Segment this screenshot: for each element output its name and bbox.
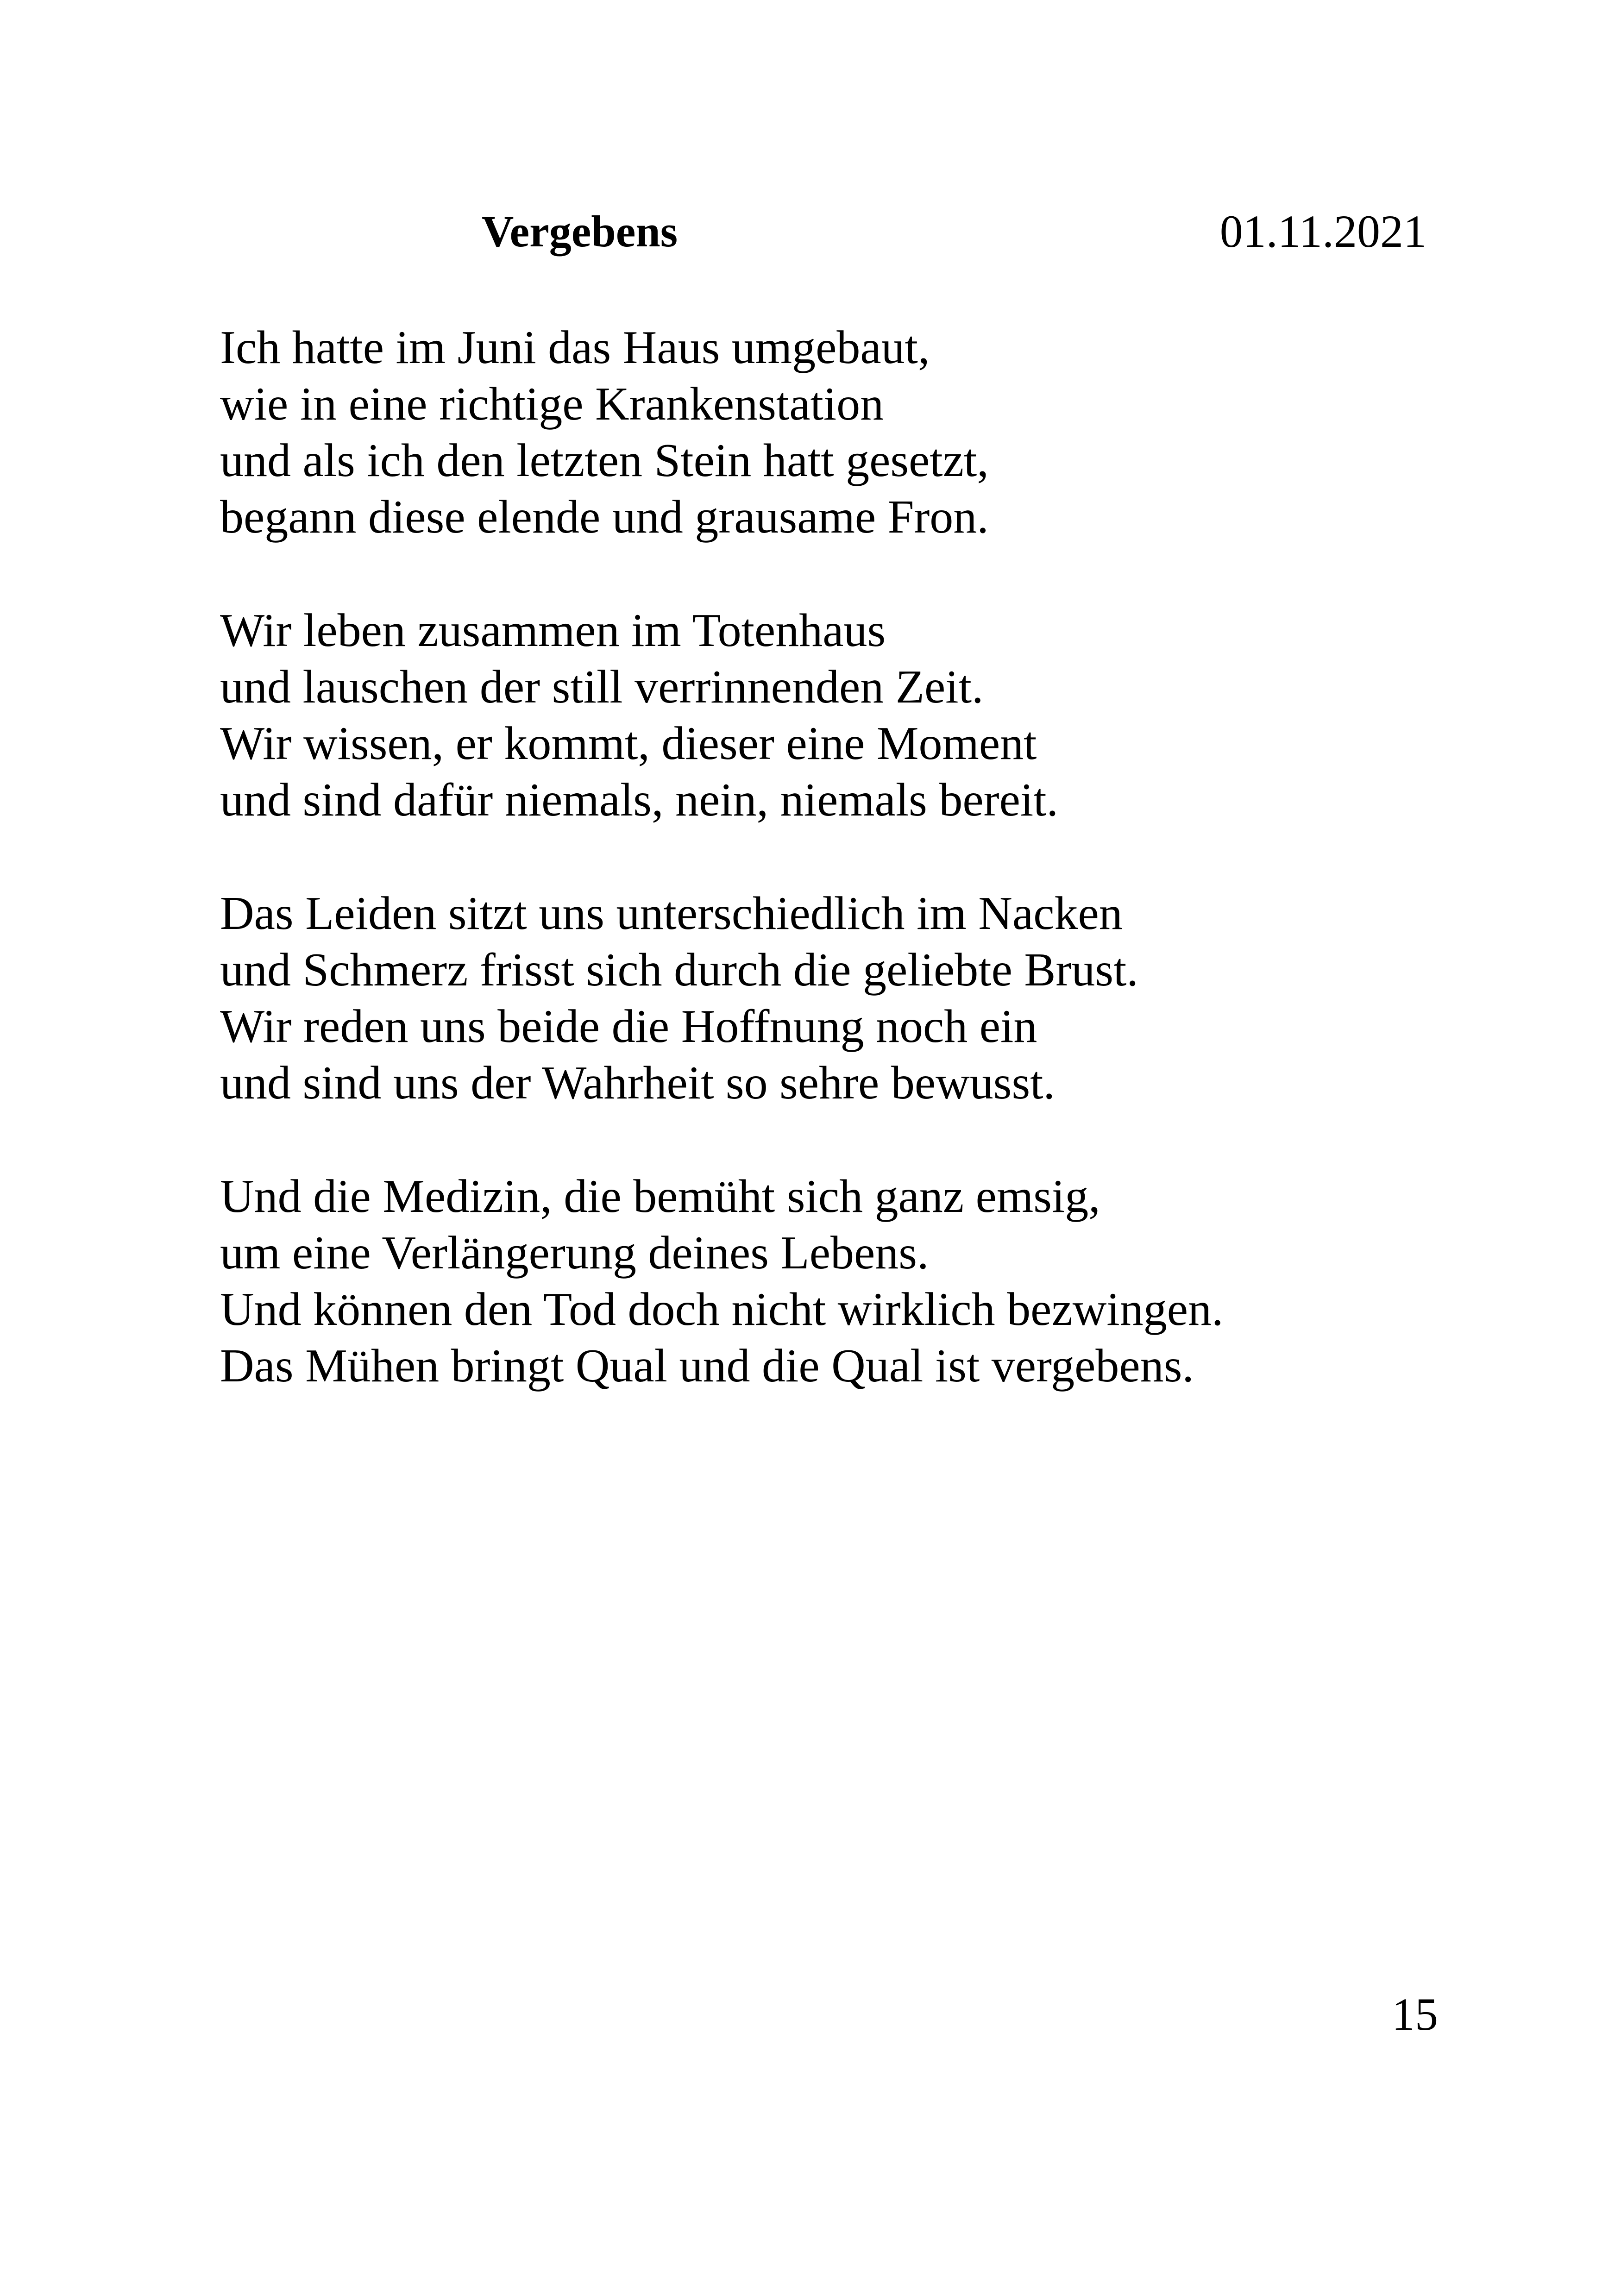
poem-line: Und können den Tod doch nicht wirklich bezwingen. [220,1283,1224,1336]
poem-line: Wir wissen, er kommt, dieser eine Moment [220,717,1037,770]
poem-line: Und die Medizin, die bemüht sich ganz emsig, [220,1170,1100,1223]
poem-body [220,320,1470,1451]
poem-date: 01.11.2021 [1219,206,1426,257]
poem-line: Wir reden uns beide die Hoffnung noch ein [220,1000,1037,1053]
poem-line: Ich hatte im Juni das Haus umgebaut, [220,321,930,374]
stanza [220,885,1470,1111]
stanza [220,1168,1470,1394]
poem-line: und lauschen der still verrinnenden Zeit. [220,661,984,713]
poem-line: begann diese elende und grausame Fron. [220,491,989,543]
poem-line: wie in eine richtige Krankenstation [220,378,884,430]
poem-title: Vergebens [482,207,678,256]
poem-line: Das Mühen bringt Qual und die Qual ist vergebens. [220,1340,1194,1392]
poem-line: um eine Verlängerung deines Lebens. [220,1227,929,1279]
poem-line: und als ich den letzten Stein hatt gesetzt, [220,434,989,487]
stanza [220,320,1470,546]
poem-line: Das Leiden sitzt uns unterschiedlich im Nacken [220,887,1123,940]
poem-line: und sind dafür niemals, nein, niemals bereit. [220,774,1059,826]
page-number: 15 [1392,1989,1438,2040]
poem-line: und Schmerz frisst sich durch die geliebte Brust. [220,944,1138,996]
poem-line: Wir leben zusammen im Totenhaus [220,604,886,657]
stanza [220,602,1470,828]
poem-line: und sind uns der Wahrheit so sehre bewusst. [220,1057,1055,1109]
